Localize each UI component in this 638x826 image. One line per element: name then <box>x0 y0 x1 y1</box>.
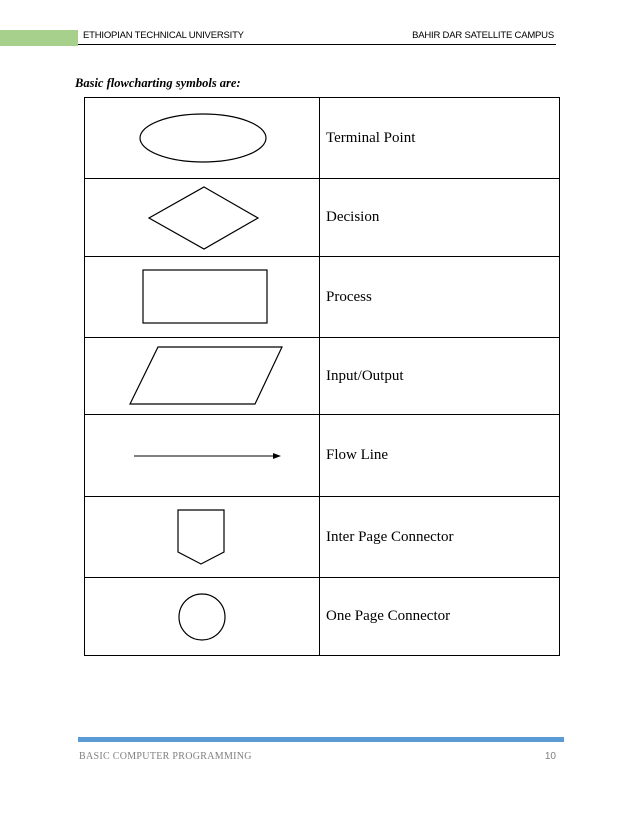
table-row <box>85 578 560 656</box>
page-number: 10 <box>544 751 556 762</box>
parallelogram-icon <box>85 344 319 408</box>
off-page-connector-icon <box>85 507 319 567</box>
table-row <box>85 98 560 179</box>
symbol-label: Inter Page Connector <box>320 497 560 578</box>
symbol-label: Flow Line <box>320 415 560 497</box>
arrow-right-icon <box>85 446 319 466</box>
symbol-label: Decision <box>320 179 560 257</box>
footer-course-title: BASIC COMPUTER PROGRAMMING <box>79 751 252 762</box>
terminal-point-shape-cell <box>85 98 320 179</box>
decision-shape-cell <box>85 179 320 257</box>
symbols-table <box>84 97 560 656</box>
symbol-label: One Page Connector <box>320 578 560 656</box>
footer-accent-bar <box>78 737 564 742</box>
symbol-label: Terminal Point <box>320 98 560 179</box>
diamond-icon <box>85 183 319 253</box>
ellipse-icon <box>85 108 319 168</box>
header-accent-bar <box>0 30 78 46</box>
input-output-shape-cell <box>85 338 320 415</box>
table-row <box>85 338 560 415</box>
table-row <box>85 497 560 578</box>
flow-line-shape-cell <box>85 415 320 497</box>
header-campus: BAHIR DAR SATELLITE CAMPUS <box>412 30 554 41</box>
table-row <box>85 179 560 257</box>
symbol-label: Input/Output <box>320 338 560 415</box>
header-rule <box>78 44 556 45</box>
inter-page-connector-shape-cell <box>85 497 320 578</box>
table-row <box>85 257 560 338</box>
table-row <box>85 415 560 497</box>
header-university: ETHIOPIAN TECHNICAL UNIVERSITY <box>83 30 244 41</box>
intro-heading: Basic flowcharting symbols are: <box>75 76 241 90</box>
symbol-label: Process <box>320 257 560 338</box>
one-page-connector-shape-cell <box>85 578 320 656</box>
process-shape-cell <box>85 257 320 338</box>
circle-icon <box>85 591 319 643</box>
rectangle-icon <box>85 267 319 327</box>
